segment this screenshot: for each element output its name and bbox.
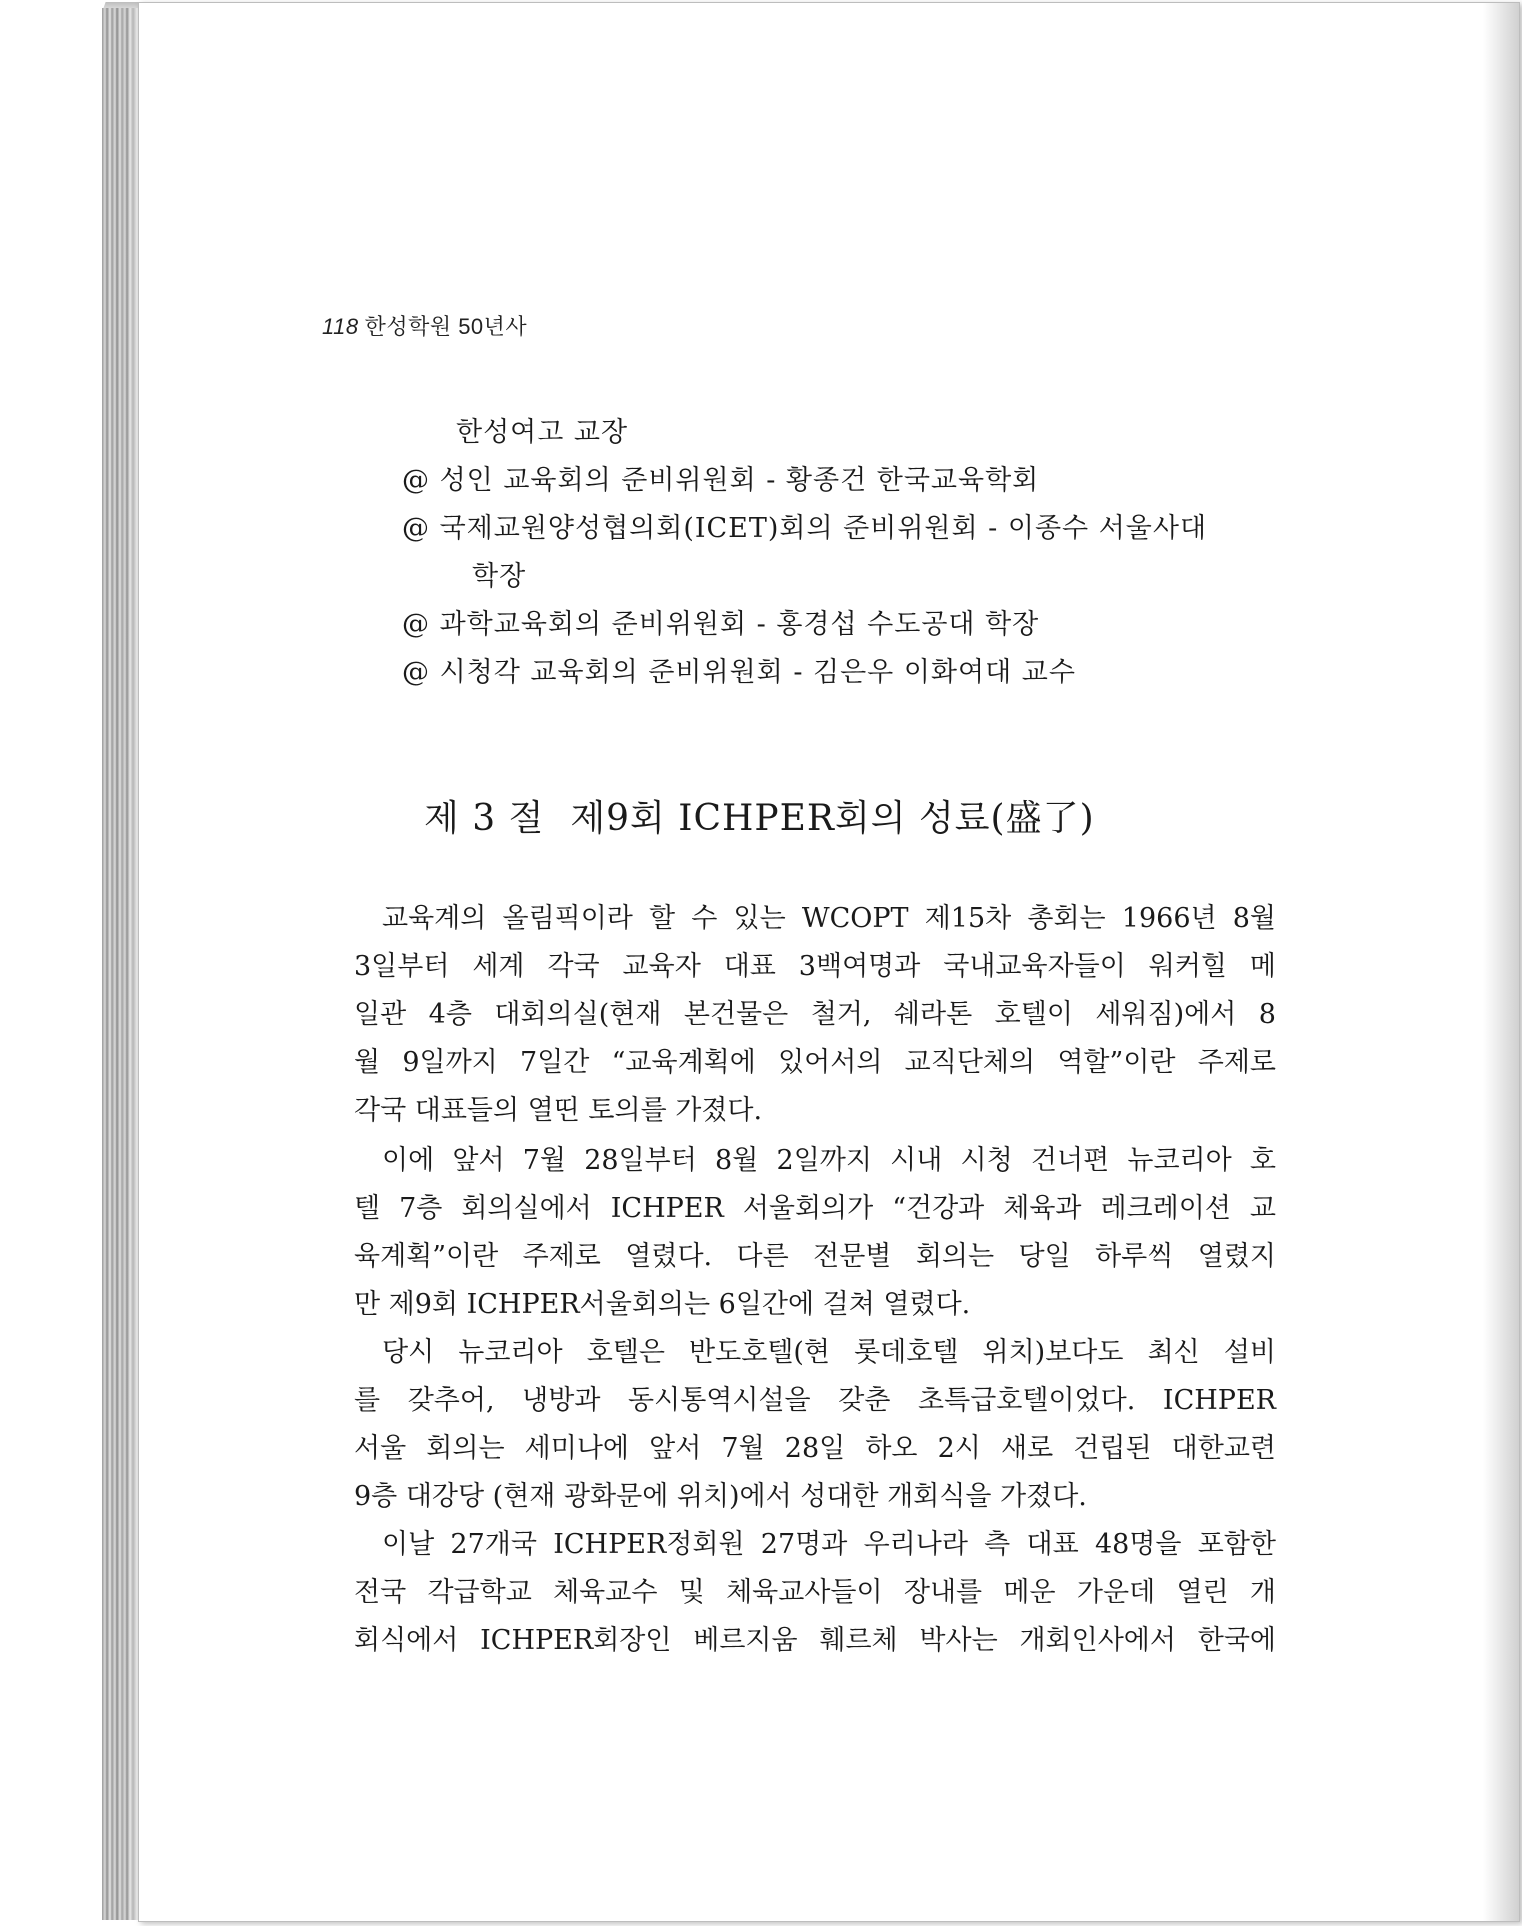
paragraph-line: 를 갖추어, 냉방과 동시통역시설을 갖춘 초특급호텔이었다. ICHPER <box>354 1385 1276 1416</box>
list-line: @ 성인 교육회의 준비위원회 - 황종건 한국교육학회 <box>402 465 1040 496</box>
paragraph-line: 만 제9회 ICHPER서울회의는 6일간에 걸쳐 열렸다. <box>354 1289 971 1320</box>
page-number: 118 <box>322 314 359 339</box>
paragraph-line: 이날 27개국 ICHPER정회원 27명과 우리나라 측 대표 48명을 포함한 <box>382 1529 1276 1560</box>
paragraph-line: 육계획”이란 주제로 열렸다. 다른 전문별 회의는 당일 하루씩 열렸지 <box>354 1241 1276 1272</box>
list-line: @ 과학교육회의 준비위원회 - 홍경섭 수도공대 학장 <box>402 609 1040 640</box>
paragraph-line: 서울 회의는 세미나에 앞서 7월 28일 하오 2시 새로 건립된 대한교련 <box>354 1433 1276 1464</box>
list-line: @ 국제교원양성협의회(ICET)회의 준비위원회 - 이종수 서울사대 <box>402 513 1208 544</box>
section-title: 제9회 ICHPER회의 성료(盛了) <box>570 798 1095 839</box>
paragraph-line: 이에 앞서 7월 28일부터 8월 2일까지 시내 시청 건너편 뉴코리아 호 <box>382 1145 1276 1176</box>
page-edges <box>102 8 142 1920</box>
paragraph-line: 3일부터 세계 각국 교육자 대표 3백여명과 국내교육자들이 워커힐 메 <box>354 951 1276 982</box>
paragraph-line: 9층 대강당 (현재 광화문에 위치)에서 성대한 개회식을 가졌다. <box>354 1481 1087 1512</box>
paragraph-line: 당시 뉴코리아 호텔은 반도호텔(현 롯데호텔 위치)보다도 최신 설비 <box>382 1337 1276 1368</box>
paragraph-line: 월 9일까지 7일간 “교육계획에 있어서의 교직단체의 역할”이란 주제로 <box>354 1047 1276 1078</box>
paragraph-line: 회식에서 ICHPER회장인 베르지움 훼르체 박사는 개회인사에서 한국에 <box>354 1625 1276 1656</box>
paragraph-line: 교육계의 올림픽이라 할 수 있는 WCOPT 제15차 총회는 1966년 8월 <box>382 903 1276 934</box>
paragraph-line: 텔 7층 회의실에서 ICHPER 서울회의가 “건강과 체육과 레크레이션 교 <box>354 1193 1276 1224</box>
list-line: 학장 <box>472 561 527 592</box>
list-line: @ 시청각 교육회의 준비위원회 - 김은우 이화여대 교수 <box>402 657 1076 688</box>
paragraph-line: 각국 대표들의 열띤 토의를 가졌다. <box>354 1095 763 1126</box>
running-header <box>322 310 527 341</box>
paragraph-line: 전국 각급학교 체육교수 및 체육교사들이 장내를 메운 가운데 열린 개 <box>354 1577 1276 1608</box>
book-title: 한성학원 50년사 <box>364 314 528 339</box>
list-line: 한성여고 교장 <box>456 417 629 448</box>
paragraph-line: 일관 4층 대회의실(현재 본건물은 철거, 쉐라톤 호텔이 세워짐)에서 8 <box>354 999 1276 1030</box>
section-heading <box>424 790 1121 841</box>
section-number: 제 3 절 <box>424 798 545 839</box>
